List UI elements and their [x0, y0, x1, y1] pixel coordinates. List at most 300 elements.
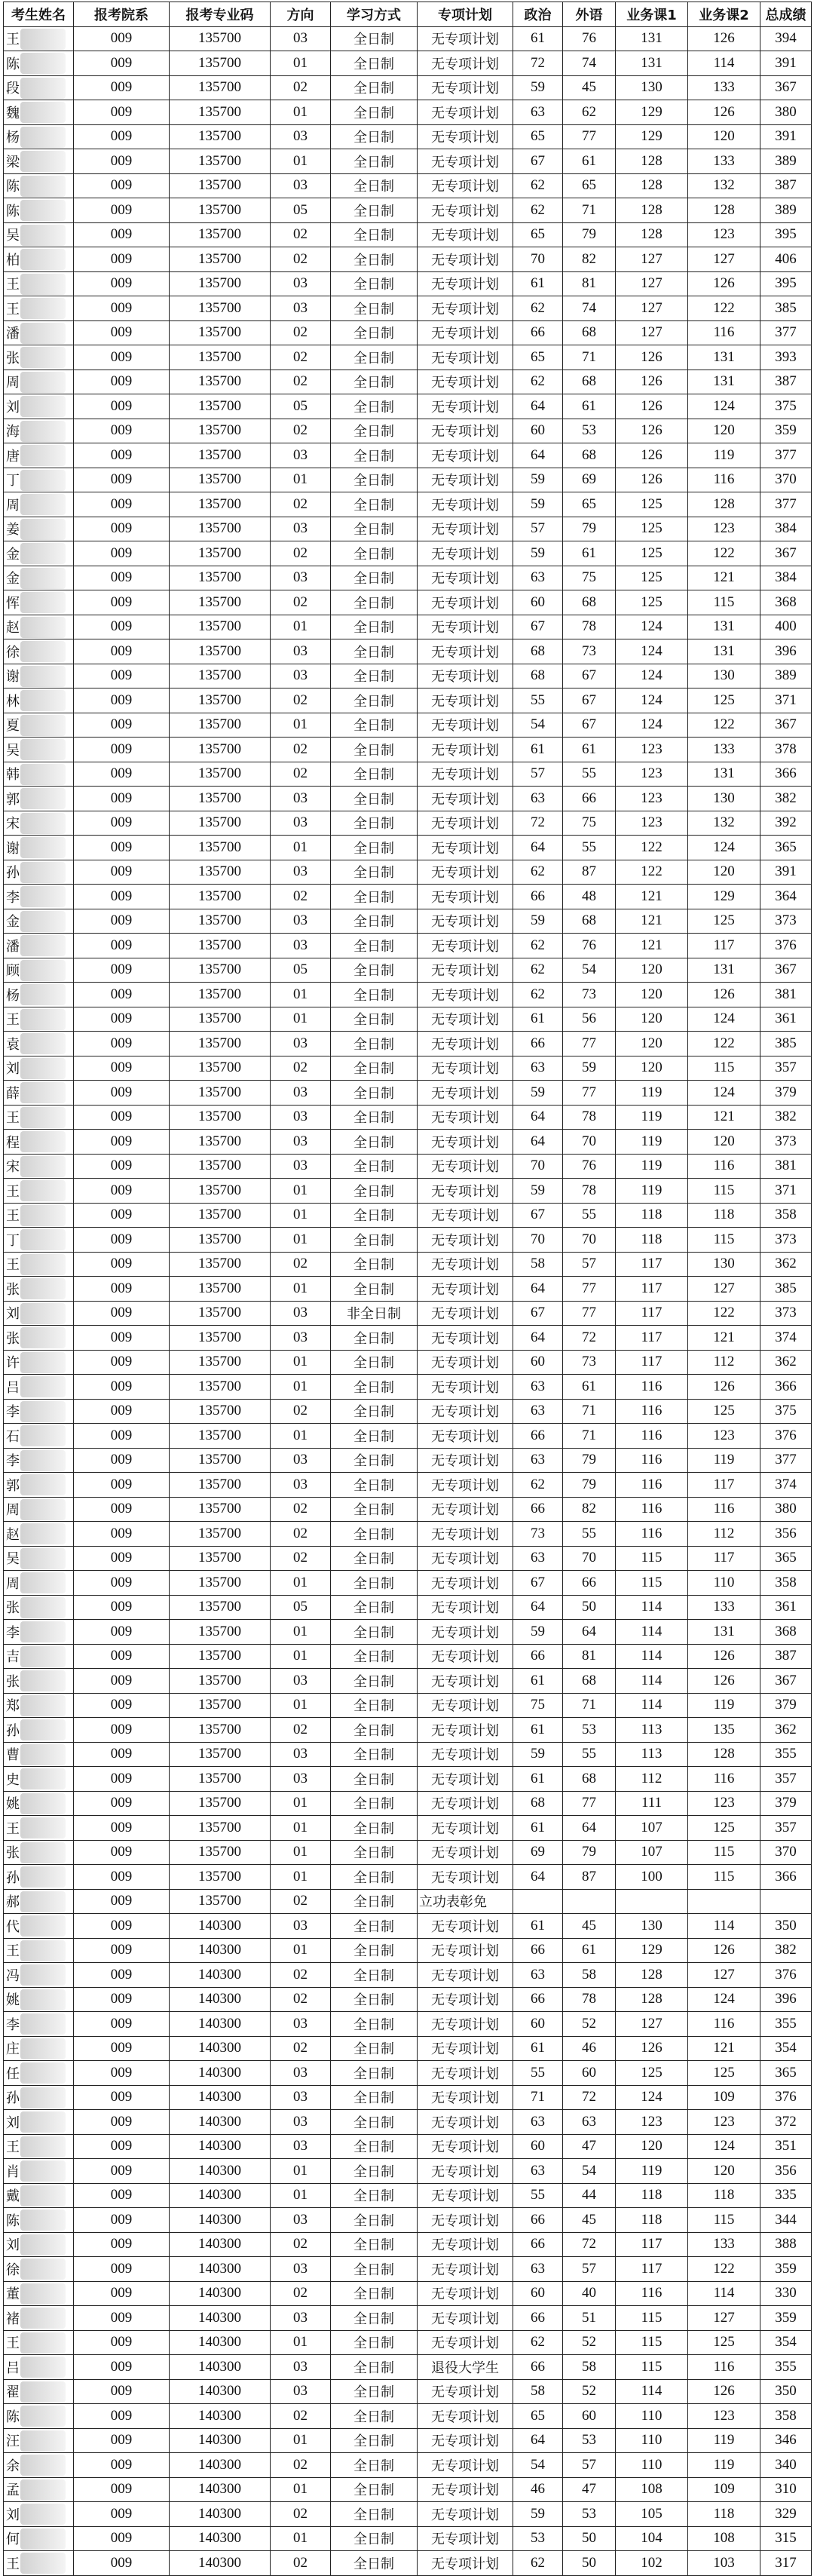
study-mode-cell: 全日制 — [331, 2526, 418, 2551]
study-mode-cell: 全日制 — [331, 468, 418, 492]
dept-code-cell: 009 — [74, 811, 170, 836]
direction-cell: 01 — [271, 1424, 331, 1449]
subject1-score-cell: 124 — [616, 639, 688, 664]
special-plan-cell: 无专项计划 — [418, 1154, 513, 1179]
special-plan-cell: 无专项计划 — [418, 2183, 513, 2208]
subject1-score-cell: 125 — [616, 517, 688, 541]
student-name-cell — [4, 419, 74, 443]
subject2-score-cell: 133 — [688, 75, 760, 100]
total-score-cell: 395 — [760, 271, 812, 296]
direction-cell: 03 — [271, 271, 331, 296]
special-plan-cell: 无专项计划 — [418, 2208, 513, 2233]
foreign-language-score-cell: 64 — [563, 1620, 616, 1645]
student-name-cell — [4, 2453, 74, 2478]
politics-score-cell: 66 — [513, 320, 563, 345]
total-score-cell: 357 — [760, 1816, 812, 1841]
politics-score-cell: 62 — [513, 2330, 563, 2355]
subject2-score-cell: 122 — [688, 1032, 760, 1056]
dept-code-cell: 009 — [74, 2379, 170, 2404]
major-code-cell: 140300 — [170, 2183, 271, 2208]
politics-score-cell: 58 — [513, 1252, 563, 1277]
politics-score-cell: 67 — [513, 1571, 563, 1596]
foreign-language-score-cell: 78 — [563, 1987, 616, 2012]
table-row — [4, 860, 812, 885]
subject2-score-cell: 112 — [688, 1350, 760, 1375]
subject1-score-cell: 118 — [616, 2183, 688, 2208]
foreign-language-score-cell: 77 — [563, 1277, 616, 1302]
direction-cell: 03 — [271, 2306, 331, 2331]
student-name-text: 孙 — [6, 1869, 20, 1886]
study-mode-cell: 全日制 — [331, 2330, 418, 2355]
dept-code-cell: 009 — [74, 517, 170, 541]
major-code-cell: 135700 — [170, 394, 271, 419]
special-plan-cell: 无专项计划 — [418, 1081, 513, 1106]
student-name-cell — [4, 1522, 74, 1547]
header-subject1: 业务课1 — [616, 2, 688, 27]
special-plan-cell: 退役大学生 — [418, 2355, 513, 2380]
politics-score-cell: 64 — [513, 2428, 563, 2453]
student-name-text: 吴 — [6, 1551, 20, 1568]
dept-code-cell: 009 — [74, 2232, 170, 2257]
foreign-language-score-cell: 72 — [563, 1326, 616, 1351]
subject2-score-cell: 123 — [688, 2404, 760, 2429]
subject1-score-cell: 130 — [616, 1914, 688, 1939]
direction-cell: 03 — [271, 2257, 331, 2282]
student-name-text: 孙 — [6, 1722, 20, 1739]
direction-cell: 05 — [271, 394, 331, 419]
study-mode-cell: 全日制 — [331, 958, 418, 983]
politics-score-cell: 66 — [513, 2355, 563, 2380]
dept-code-cell: 009 — [74, 1644, 170, 1669]
dept-code-cell: 009 — [74, 1791, 170, 1816]
politics-score-cell — [513, 1889, 563, 1914]
politics-score-cell: 66 — [513, 2306, 563, 2331]
name-redaction-blur — [20, 53, 66, 74]
student-name-text: 董 — [6, 2286, 20, 2303]
subject2-score-cell: 126 — [688, 1669, 760, 1694]
politics-score-cell: 68 — [513, 664, 563, 688]
politics-score-cell: 60 — [513, 1350, 563, 1375]
politics-score-cell: 59 — [513, 1179, 563, 1204]
total-score-cell: 358 — [760, 1203, 812, 1228]
special-plan-cell: 无专项计划 — [418, 370, 513, 394]
total-score-cell: 310 — [760, 2477, 812, 2502]
student-name-cell — [4, 149, 74, 174]
subject2-score-cell: 123 — [688, 517, 760, 541]
student-name-text: 唐 — [6, 448, 20, 465]
subject1-score-cell: 120 — [616, 983, 688, 1007]
subject1-score-cell: 116 — [616, 1399, 688, 1424]
table-row — [4, 885, 812, 909]
major-code-cell: 135700 — [170, 664, 271, 688]
subject1-score-cell: 128 — [616, 1987, 688, 2012]
student-name-text: 张 — [6, 350, 20, 366]
major-code-cell: 140300 — [170, 2453, 271, 2478]
subject2-score-cell: 109 — [688, 2477, 760, 2502]
subject1-score-cell: 117 — [616, 1350, 688, 1375]
politics-score-cell: 63 — [513, 2159, 563, 2184]
student-name-text: 段 — [6, 81, 20, 97]
direction-cell: 03 — [271, 1130, 331, 1155]
subject2-score-cell: 116 — [688, 1154, 760, 1179]
student-name-cell — [4, 173, 74, 198]
student-name-text: 王 — [6, 1820, 20, 1837]
major-code-cell: 135700 — [170, 75, 271, 100]
study-mode-cell: 全日制 — [331, 1546, 418, 1571]
study-mode-cell: 全日制 — [331, 124, 418, 149]
name-redaction-blur — [20, 1744, 66, 1765]
table-row — [4, 1522, 812, 1547]
study-mode-cell: 全日制 — [331, 1032, 418, 1056]
subject1-score-cell: 114 — [616, 1595, 688, 1620]
foreign-language-score-cell: 70 — [563, 1130, 616, 1155]
subject2-score-cell: 131 — [688, 370, 760, 394]
special-plan-cell: 无专项计划 — [418, 958, 513, 983]
dept-code-cell: 009 — [74, 688, 170, 713]
name-redaction-blur — [20, 1768, 66, 1789]
study-mode-cell: 全日制 — [331, 1399, 418, 1424]
subject2-score-cell: 128 — [688, 1742, 760, 1767]
direction-cell: 03 — [271, 1301, 331, 1326]
student-name-cell — [4, 2379, 74, 2404]
total-score-cell: 366 — [760, 762, 812, 787]
subject1-score-cell: 118 — [616, 1228, 688, 1253]
name-redaction-blur — [20, 935, 66, 956]
special-plan-cell: 无专项计划 — [418, 2012, 513, 2037]
table-row — [4, 2428, 812, 2453]
subject2-score-cell: 130 — [688, 787, 760, 811]
direction-cell: 01 — [271, 1693, 331, 1718]
direction-cell: 01 — [271, 1571, 331, 1596]
total-score-cell: 406 — [760, 247, 812, 272]
subject2-score-cell: 127 — [688, 1963, 760, 1988]
table-row — [4, 1473, 812, 1498]
direction-cell: 02 — [271, 2036, 331, 2061]
student-name-text: 顾 — [6, 963, 20, 980]
name-redaction-blur — [20, 1499, 66, 1520]
special-plan-cell: 无专项计划 — [418, 1375, 513, 1400]
dept-code-cell: 009 — [74, 983, 170, 1007]
subject1-score-cell: 123 — [616, 762, 688, 787]
subject2-score-cell: 127 — [688, 2306, 760, 2331]
study-mode-cell: 全日制 — [331, 688, 418, 713]
direction-cell: 03 — [271, 173, 331, 198]
table-row — [4, 1914, 812, 1939]
study-mode-cell: 全日制 — [331, 566, 418, 590]
study-mode-cell: 全日制 — [331, 2085, 418, 2110]
foreign-language-score-cell: 67 — [563, 713, 616, 738]
name-redaction-blur — [20, 1376, 66, 1397]
student-name-cell — [4, 517, 74, 541]
student-name-text: 翟 — [6, 2384, 20, 2401]
student-name-cell — [4, 1326, 74, 1351]
student-name-cell — [4, 2061, 74, 2086]
subject2-score-cell: 123 — [688, 2110, 760, 2135]
dept-code-cell: 009 — [74, 1693, 170, 1718]
dept-code-cell: 009 — [74, 1154, 170, 1179]
student-name-cell — [4, 2159, 74, 2184]
total-score-cell: 354 — [760, 2036, 812, 2061]
foreign-language-score-cell: 71 — [563, 345, 616, 370]
table-row — [4, 1718, 812, 1743]
subject1-score-cell: 127 — [616, 247, 688, 272]
foreign-language-score-cell: 76 — [563, 934, 616, 958]
student-name-text: 杨 — [6, 987, 20, 1004]
subject1-score-cell: 125 — [616, 541, 688, 566]
student-name-text: 曹 — [6, 1747, 20, 1764]
student-name-cell — [4, 1179, 74, 1204]
study-mode-cell: 全日制 — [331, 271, 418, 296]
subject1-score-cell — [616, 1889, 688, 1914]
table-row — [4, 1620, 812, 1645]
subject1-score-cell: 126 — [616, 394, 688, 419]
subject2-score-cell: 127 — [688, 1277, 760, 1302]
major-code-cell: 135700 — [170, 590, 271, 615]
student-name-text: 宋 — [6, 816, 20, 833]
study-mode-cell: 全日制 — [331, 909, 418, 934]
study-mode-cell: 全日制 — [331, 1081, 418, 1106]
dept-code-cell: 009 — [74, 639, 170, 664]
student-name-text: 史 — [6, 1771, 20, 1788]
foreign-language-score-cell: 77 — [563, 1032, 616, 1056]
dept-code-cell: 009 — [74, 885, 170, 909]
politics-score-cell: 60 — [513, 2012, 563, 2037]
direction-cell: 01 — [271, 1644, 331, 1669]
subject1-score-cell: 128 — [616, 173, 688, 198]
major-code-cell: 135700 — [170, 271, 271, 296]
foreign-language-score-cell: 74 — [563, 296, 616, 321]
table-row — [4, 247, 812, 272]
student-name-cell — [4, 370, 74, 394]
special-plan-cell: 无专项计划 — [418, 1228, 513, 1253]
total-score-cell: 370 — [760, 468, 812, 492]
subject1-score-cell: 116 — [616, 1448, 688, 1473]
table-row — [4, 713, 812, 738]
special-plan-cell: 无专项计划 — [418, 51, 513, 76]
major-code-cell: 135700 — [170, 1571, 271, 1596]
name-redaction-blur — [20, 200, 66, 221]
total-score-cell: 387 — [760, 173, 812, 198]
student-name-cell — [4, 2281, 74, 2306]
student-name-cell — [4, 345, 74, 370]
subject1-score-cell: 124 — [616, 713, 688, 738]
student-name-text: 张 — [6, 1330, 20, 1347]
direction-cell: 02 — [271, 75, 331, 100]
subject2-score-cell: 112 — [688, 1522, 760, 1547]
special-plan-cell: 无专项计划 — [418, 1326, 513, 1351]
subject2-score-cell: 125 — [688, 1399, 760, 1424]
subject2-score-cell: 118 — [688, 2502, 760, 2527]
study-mode-cell: 全日制 — [331, 2355, 418, 2380]
name-redaction-blur — [20, 1621, 66, 1642]
total-score-cell: 374 — [760, 1326, 812, 1351]
dept-code-cell: 009 — [74, 2183, 170, 2208]
study-mode-cell: 全日制 — [331, 836, 418, 860]
total-score-cell: 396 — [760, 1987, 812, 2012]
subject2-score-cell: 125 — [688, 2061, 760, 2086]
name-redaction-blur — [20, 1866, 66, 1888]
direction-cell: 02 — [271, 2281, 331, 2306]
direction-cell: 01 — [271, 983, 331, 1007]
dept-code-cell: 009 — [74, 1252, 170, 1277]
subject1-score-cell: 126 — [616, 345, 688, 370]
subject1-score-cell: 114 — [616, 1669, 688, 1694]
student-name-text: 金 — [6, 546, 20, 563]
foreign-language-score-cell: 65 — [563, 492, 616, 517]
dept-code-cell: 009 — [74, 934, 170, 958]
dept-code-cell: 009 — [74, 1938, 170, 1963]
subject2-score-cell: 126 — [688, 26, 760, 51]
dept-code-cell: 009 — [74, 1669, 170, 1694]
table-row — [4, 2526, 812, 2551]
subject2-score-cell: 121 — [688, 1326, 760, 1351]
student-name-text: 林 — [6, 693, 20, 710]
total-score-cell: 394 — [760, 26, 812, 51]
major-code-cell: 135700 — [170, 1056, 271, 1081]
major-code-cell: 140300 — [170, 2526, 271, 2551]
direction-cell: 01 — [271, 2159, 331, 2184]
politics-score-cell: 67 — [513, 615, 563, 639]
subject1-score-cell: 124 — [616, 688, 688, 713]
major-code-cell: 140300 — [170, 2232, 271, 2257]
dept-code-cell: 009 — [74, 713, 170, 738]
subject2-score-cell: 115 — [688, 1179, 760, 1204]
politics-score-cell: 64 — [513, 836, 563, 860]
foreign-language-score-cell: 55 — [563, 836, 616, 860]
name-redaction-blur — [20, 1597, 66, 1618]
subject1-score-cell: 126 — [616, 419, 688, 443]
student-name-cell — [4, 320, 74, 345]
special-plan-cell: 无专项计划 — [418, 1742, 513, 1767]
student-name-text: 汪 — [6, 2433, 20, 2450]
total-score-cell: 362 — [760, 1350, 812, 1375]
subject2-score-cell: 124 — [688, 1081, 760, 1106]
dept-code-cell: 009 — [74, 762, 170, 787]
major-code-cell: 135700 — [170, 296, 271, 321]
special-plan-cell: 无专项计划 — [418, 1767, 513, 1792]
table-row — [4, 2208, 812, 2233]
major-code-cell: 135700 — [170, 419, 271, 443]
foreign-language-score-cell: 61 — [563, 541, 616, 566]
dept-code-cell: 009 — [74, 1987, 170, 2012]
score-table — [3, 2, 812, 2576]
total-score-cell: 377 — [760, 492, 812, 517]
student-name-cell — [4, 2477, 74, 2502]
table-row — [4, 370, 812, 394]
dept-code-cell: 009 — [74, 1840, 170, 1865]
table-row — [4, 2477, 812, 2502]
subject2-score-cell: 128 — [688, 492, 760, 517]
subject1-score-cell: 110 — [616, 2453, 688, 2478]
name-redaction-blur — [20, 421, 66, 442]
direction-cell: 01 — [271, 1375, 331, 1400]
student-name-text: 刘 — [6, 2114, 20, 2131]
student-name-cell — [4, 688, 74, 713]
direction-cell: 03 — [271, 934, 331, 958]
foreign-language-score-cell: 72 — [563, 2085, 616, 2110]
major-code-cell: 140300 — [170, 2036, 271, 2061]
direction-cell: 02 — [271, 1252, 331, 1277]
politics-score-cell: 62 — [513, 1473, 563, 1498]
dept-code-cell: 009 — [74, 787, 170, 811]
subject1-score-cell: 108 — [616, 2477, 688, 2502]
foreign-language-score-cell: 78 — [563, 615, 616, 639]
name-redaction-blur — [20, 225, 66, 246]
major-code-cell: 135700 — [170, 1350, 271, 1375]
dept-code-cell: 009 — [74, 1326, 170, 1351]
direction-cell: 03 — [271, 2355, 331, 2380]
total-score-cell: 376 — [760, 1424, 812, 1449]
special-plan-cell: 无专项计划 — [418, 713, 513, 738]
direction-cell: 05 — [271, 958, 331, 983]
student-name-cell — [4, 1105, 74, 1130]
special-plan-cell: 无专项计划 — [418, 75, 513, 100]
direction-cell: 03 — [271, 1105, 331, 1130]
politics-score-cell: 62 — [513, 198, 563, 223]
subject1-score-cell: 123 — [616, 787, 688, 811]
total-score-cell: 366 — [760, 1375, 812, 1400]
header-name: 考生姓名 — [4, 2, 74, 27]
special-plan-cell: 无专项计划 — [418, 1301, 513, 1326]
total-score-cell: 367 — [760, 713, 812, 738]
dept-code-cell: 009 — [74, 2036, 170, 2061]
student-name-text: 郭 — [6, 791, 20, 808]
special-plan-cell: 无专项计划 — [418, 517, 513, 541]
direction-cell: 01 — [271, 1938, 331, 1963]
subject2-score-cell: 115 — [688, 590, 760, 615]
politics-score-cell: 57 — [513, 762, 563, 787]
name-redaction-blur — [20, 2234, 66, 2256]
student-name-cell — [4, 1938, 74, 1963]
study-mode-cell: 全日制 — [331, 2232, 418, 2257]
subject2-score-cell: 122 — [688, 541, 760, 566]
subject2-score-cell: 124 — [688, 1007, 760, 1032]
foreign-language-score-cell: 79 — [563, 1448, 616, 1473]
direction-cell: 02 — [271, 1399, 331, 1424]
total-score-cell: 379 — [760, 1791, 812, 1816]
dept-code-cell: 009 — [74, 1889, 170, 1914]
foreign-language-score-cell: 55 — [563, 762, 616, 787]
student-name-cell — [4, 836, 74, 860]
student-name-cell — [4, 541, 74, 566]
name-redaction-blur — [20, 1572, 66, 1593]
total-score-cell: 344 — [760, 2208, 812, 2233]
subject1-score-cell: 128 — [616, 222, 688, 247]
subject1-score-cell: 123 — [616, 738, 688, 762]
total-score-cell: 373 — [760, 909, 812, 934]
politics-score-cell: 61 — [513, 738, 563, 762]
politics-score-cell: 55 — [513, 2183, 563, 2208]
student-name-cell — [4, 2526, 74, 2551]
foreign-language-score-cell: 77 — [563, 1791, 616, 1816]
student-name-text: 许 — [6, 1355, 20, 1372]
special-plan-cell: 无专项计划 — [418, 2551, 513, 2576]
politics-score-cell: 66 — [513, 1644, 563, 1669]
dept-code-cell: 009 — [74, 1767, 170, 1792]
total-score-cell: 354 — [760, 2330, 812, 2355]
student-name-text: 何 — [6, 2532, 20, 2548]
student-name-cell — [4, 762, 74, 787]
foreign-language-score-cell: 40 — [563, 2281, 616, 2306]
total-score-cell: 389 — [760, 149, 812, 174]
foreign-language-score-cell: 87 — [563, 1865, 616, 1890]
politics-score-cell: 64 — [513, 1595, 563, 1620]
politics-score-cell: 63 — [513, 1375, 563, 1400]
politics-score-cell: 64 — [513, 1105, 563, 1130]
foreign-language-score-cell: 52 — [563, 2012, 616, 2037]
special-plan-cell: 无专项计划 — [418, 124, 513, 149]
politics-score-cell: 70 — [513, 1228, 563, 1253]
